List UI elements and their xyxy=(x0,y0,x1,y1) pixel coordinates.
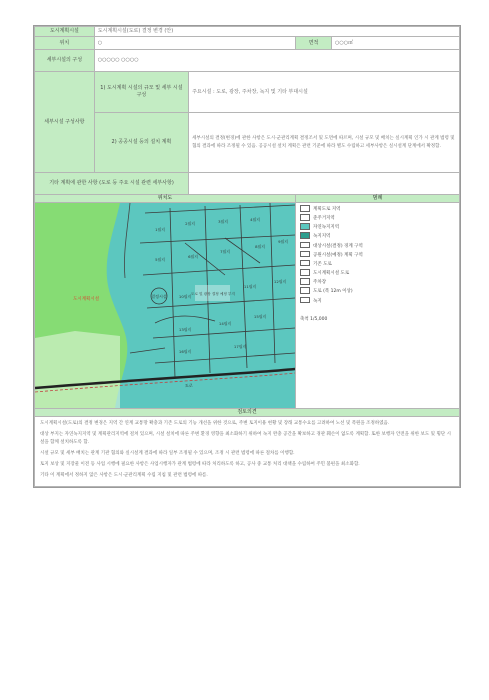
legend-label: 도시계획시설 도로 xyxy=(313,270,350,276)
legend-label: 자연녹지지역 xyxy=(313,225,340,231)
info-table xyxy=(34,26,460,487)
note-paragraph: 도시계획시설(도로)의 결정 변경은 지역 간 연계 교통망 확충과 기존 도로의 기능 개선을 위한 것으로, 주변 토지이용 현황 및 장래 교통수요를 고려하여 노선 및 폭원을 조정하였음. xyxy=(40,421,390,426)
note-paragraph: 토지 보상 및 지장물 이전 등 사업 시행에 필요한 사항은 사업시행자가 관계 법령에 따라 처리하도록 하고, 공사 중 교통 처리 대책을 수립하여 주민 불편을 최소화함. xyxy=(40,462,360,467)
legend-item xyxy=(300,287,455,296)
header-label: 도시계획시설 xyxy=(35,27,95,37)
legend-label: 준주거지역 xyxy=(313,215,335,221)
header-value: 도시계획시설(도로) 결정 변경 (안) xyxy=(94,27,459,37)
legend-item xyxy=(300,269,455,278)
legend-swatch xyxy=(300,232,310,239)
map-header: 위치도 xyxy=(35,195,296,203)
legend-label: 녹지지역 xyxy=(313,234,331,240)
legend-item xyxy=(300,242,455,251)
area-label: 면적 xyxy=(296,37,332,50)
legend-label: 공원시설(예정) 계획 구역 xyxy=(313,252,363,258)
district-label: 도시계획시설 xyxy=(73,297,100,302)
parcel-label: 17필지 xyxy=(233,344,247,349)
legend-label: 주차장 xyxy=(313,280,327,285)
area-value: ○○○㎡ xyxy=(332,37,460,50)
parcel-label: 6필지 xyxy=(188,254,198,259)
road-label: 도로 xyxy=(185,383,193,388)
parcel-label: 7필지 xyxy=(220,249,230,254)
parcel-label: 12필지 xyxy=(273,279,287,284)
parcel-label: 1필지 xyxy=(155,227,165,232)
legend-label: 계획도로 지역 xyxy=(313,206,341,212)
parcel-label: 4필지 xyxy=(250,217,260,222)
document-page xyxy=(33,25,461,488)
other-plan-label: 기타 계획에 관한 사항 (도로 등 주요 시설 관련 세부사항) xyxy=(35,173,189,195)
map-cell xyxy=(35,203,296,409)
legend-item xyxy=(300,260,455,269)
legend-label: 녹지 xyxy=(313,298,322,304)
legend-swatch xyxy=(300,223,310,230)
legend-item xyxy=(300,223,455,232)
legend-list xyxy=(296,203,459,308)
public-facility-text: 세부시설의 결정(변경)에 관한 사항은 도시·군관리계획 결정조서 및 도면에 따르며, 시설 규모 및 배치는 실시계획 인가 시 관계 법령 및 협의 결과에 따라 조정될 수 있음. 공공시설 설치 계획은 관련 기준에 따라 별도 수립하고 세부사항은 실시설계 단계에서 확정함. xyxy=(189,113,460,173)
notes-body xyxy=(35,417,460,487)
scale-plan-label: 1) 도시계획 시설의 규모 및 세부 시설 구성 xyxy=(94,72,188,113)
legend-item xyxy=(300,297,455,306)
legend-swatch xyxy=(300,205,310,212)
legend-item xyxy=(300,214,455,223)
other-plan-value xyxy=(189,173,460,195)
legend-swatch xyxy=(300,242,310,249)
composition-label: 세부시설의 구성 xyxy=(35,50,95,72)
parcel-label: 5필지 xyxy=(155,257,165,262)
note-paragraph: 시설 규모 및 세부 배치는 관계 기관 협의와 실시설계 결과에 따라 일부 조정될 수 있으며, 조정 시 관련 법령에 따른 절차를 이행함. xyxy=(40,451,295,456)
notes-list xyxy=(40,420,454,480)
legend-label: 도로 (폭 12m 이상) xyxy=(313,289,353,295)
note-paragraph: 대상 부지는 자연녹지지역 및 계획관리지역에 걸쳐 있으며, 시설 설치에 따른 주변 환경 영향을 최소화하기 위하여 녹지 완충 공간을 확보하고 경관 훼손이 없도록 계획함. 또한 보행자 안전을 위한 보도 및 횡단 시설을 함께 설치하도록 함. xyxy=(40,432,451,445)
parcel-label: 13필지 xyxy=(178,327,192,332)
parcel-label: 8필지 xyxy=(255,244,265,249)
legend-label: 대상시설(결정) 경계 구역 xyxy=(313,243,363,249)
legend-header: 범례 xyxy=(296,195,460,203)
note-paragraph: 기타 이 계획에서 정하지 않은 사항은 도시·군관리계획 수립 지침 및 관련 법령에 따름. xyxy=(40,473,208,478)
light-zone xyxy=(35,331,120,408)
parcel-label: 10필지 xyxy=(178,294,192,299)
public-facility-label: 2) 공공시설 등의 설치 계획 xyxy=(94,113,188,173)
notes-header: 검토의견 xyxy=(35,409,460,417)
legend-swatch xyxy=(300,260,310,267)
detail-label: 세부시설 구성사항 xyxy=(35,72,95,173)
parcel-label: 3필지 xyxy=(218,219,228,224)
scale-plan-value: 주요시설 : 도로, 광장, 주차장, 녹지 및 기타 부대시설 xyxy=(189,72,460,113)
location-label: 위치 xyxy=(35,37,95,50)
legend-label: 기존 도로 xyxy=(313,261,332,267)
legend-swatch xyxy=(300,269,310,276)
legend-swatch xyxy=(300,278,310,285)
legend-swatch xyxy=(300,297,310,304)
center-label: 결정시설 xyxy=(151,294,167,299)
legend-item xyxy=(300,278,455,287)
legend-item xyxy=(300,232,455,241)
legend-cell xyxy=(296,203,460,409)
legend-item xyxy=(300,205,455,214)
parcel-label: 15필지 xyxy=(253,314,267,319)
parcel-label: 2필지 xyxy=(185,221,195,226)
parcel-label: 9필지 xyxy=(278,239,288,244)
legend-item xyxy=(300,251,455,260)
center-note: 도로 및 광장 결정 예정 부지 xyxy=(191,292,235,296)
legend-swatch xyxy=(300,251,310,258)
location-value: ○ xyxy=(94,37,295,50)
parcel-label: 16필지 xyxy=(178,349,192,354)
parcel-label: 11필지 xyxy=(243,284,257,289)
location-map xyxy=(35,203,295,408)
composition-value: ○○○○○ ○○○○ xyxy=(94,50,459,72)
map-scale: 축척 1/5,000 xyxy=(300,316,328,322)
legend-swatch xyxy=(300,287,310,294)
parcel-label: 14필지 xyxy=(218,321,232,326)
legend-swatch xyxy=(300,214,310,221)
